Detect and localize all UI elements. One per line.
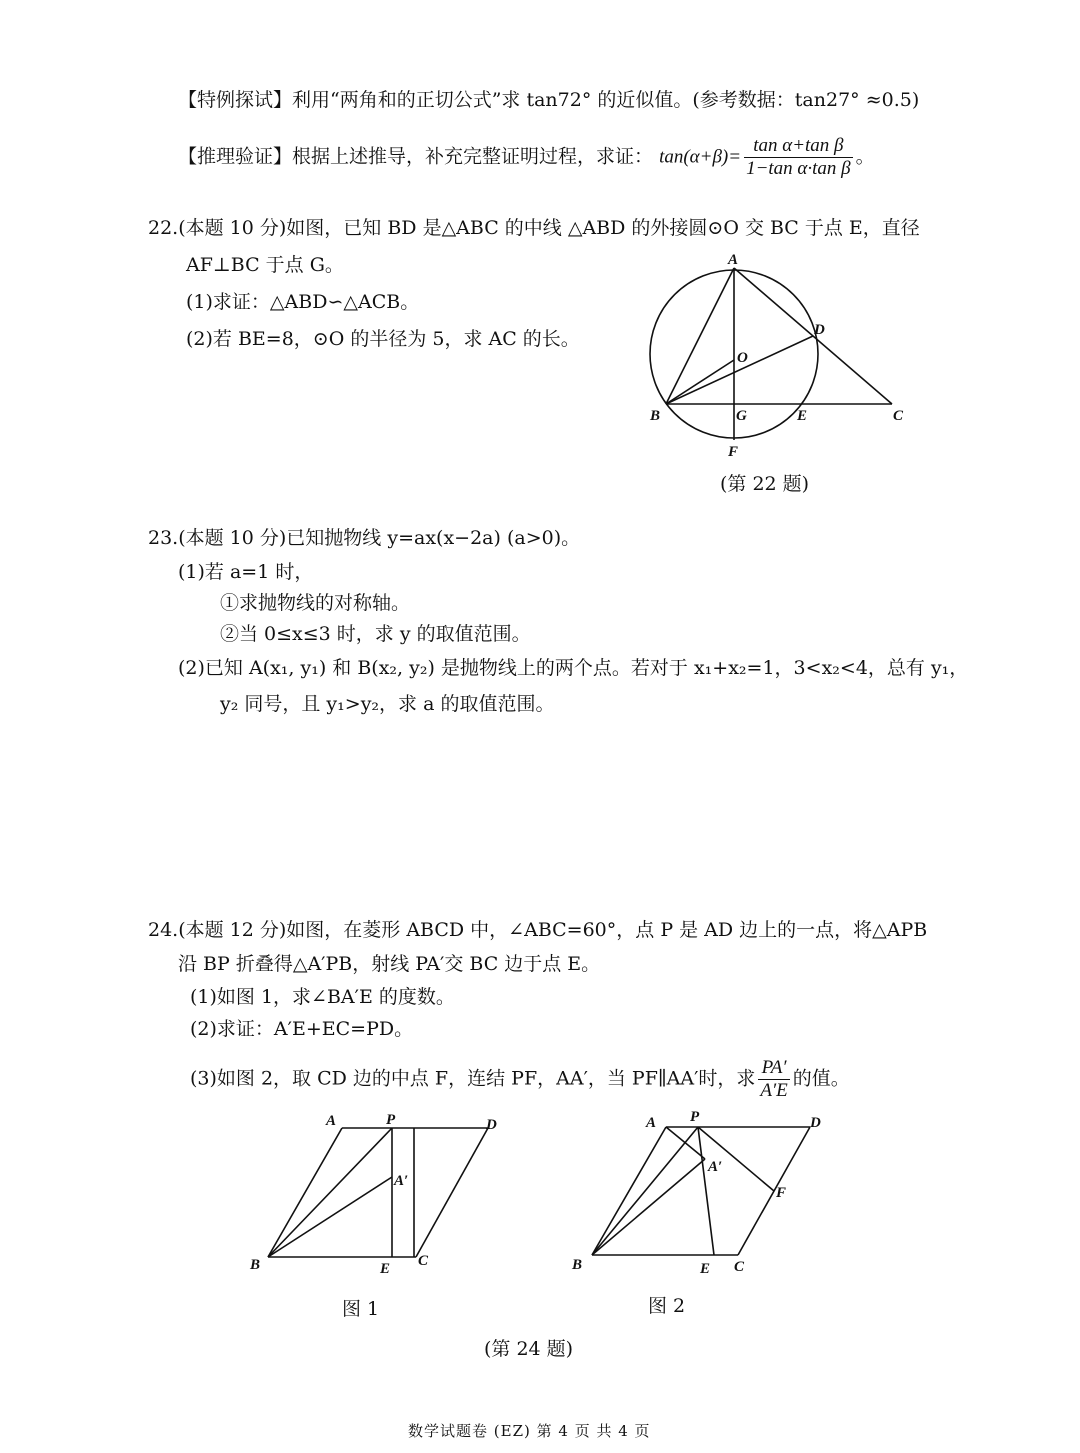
q22-figure [630, 250, 920, 460]
q24-part3-end: 的值。 [792, 1067, 850, 1090]
q21-fraction-numerator: tan α+tan β [744, 135, 853, 158]
q24-figure-1 [240, 1105, 520, 1285]
q24f2-label-a: A [646, 1115, 657, 1131]
q22-median-bd [666, 336, 813, 404]
q24f2-label-f: F [776, 1185, 787, 1201]
q24f2-label-a-prime: A′ [708, 1159, 723, 1175]
q21-line-special-case: 【特例探试】利用“两角和的正切公式”求 tan72° 的近似值。(参考数据：tan27° ≈0.5) [178, 89, 920, 111]
q24f1-label-e: E [380, 1261, 391, 1277]
q22-label-b: B [650, 408, 661, 424]
q24f2-segment-ba2 [592, 1159, 705, 1255]
q22-label-a: A [728, 252, 739, 268]
q24-statement-line2: 沿 BP 折叠得△A′PB，射线 PA′交 BC 边于点 E。 [178, 953, 601, 975]
q22-statement-line1: 22.(本题 10 分)如图，已知 BD 是△ABC 的中线 △ABD 的外接圆⊙O 交 BC 于点 E，直径 [148, 217, 920, 239]
q23-part2-line2: y₂ 同号，且 y₁>y₂，求 a 的取值范围。 [220, 693, 555, 715]
q21-proof-end: 。 [855, 145, 875, 168]
q24f2-label-c: C [734, 1259, 745, 1275]
q24f2-label-e: E [700, 1261, 711, 1277]
q24-part1: (1)如图 1，求∠BA′E 的度数。 [190, 986, 455, 1008]
q24f1-label-a: A [326, 1113, 337, 1129]
q24-fraction-numerator: PA′ [758, 1057, 789, 1080]
q24f1-label-p: P [386, 1112, 396, 1128]
q24f1-label-a-prime: A′ [394, 1173, 409, 1189]
q24f2-label-p: P [690, 1109, 700, 1125]
q24f1-label-d: D [486, 1117, 497, 1133]
q24f1-label-b: B [250, 1257, 261, 1273]
q24-part2: (2)求证：A′E+EC=PD。 [190, 1018, 414, 1040]
q23-part1: (1)若 a=1 时， [178, 561, 314, 583]
q21-fraction [744, 135, 853, 180]
q22-part2: (2)若 BE=8，⊙O 的半径为 5，求 AC 的长。 [186, 328, 580, 350]
q24-part3 [190, 1057, 850, 1102]
q22-label-f: F [728, 444, 739, 460]
q24-fraction-denominator: A′E [760, 1080, 788, 1101]
q22-label-g: G [736, 408, 747, 424]
q21-line-proof [178, 135, 875, 180]
q23-part2-line1: (2)已知 A(x₁, y₁) 和 B(x₂, y₂) 是抛物线上的两个点。若对于 x₁+x₂=1，3<x₂<4，总有 y₁， [178, 657, 969, 679]
q23-part1-sub1: ①求抛物线的对称轴。 [220, 592, 411, 614]
q23-statement: 23.(本题 10 分)已知抛物线 y=ax(x−2a) (a>0)。 [148, 527, 581, 549]
q24f1-label-c: C [418, 1253, 429, 1269]
q24-caption: (第 24 题) [484, 1338, 574, 1360]
q24f1-segment-ba2 [268, 1177, 392, 1257]
q24f2-segment-bp [592, 1127, 698, 1255]
q24f2-label-d: D [810, 1115, 821, 1131]
q22-part1: (1)求证：△ABD∽△ACB。 [186, 291, 420, 313]
q21-fraction-denominator: 1−tan α·tan β [746, 158, 851, 179]
q24-figure-1-caption: 图 1 [342, 1298, 380, 1320]
q24-figure-2 [560, 1103, 840, 1283]
q22-label-c: C [893, 408, 904, 424]
q24f1-side-cd [416, 1128, 488, 1257]
q21-proof-lhs: tan(α+β)= [659, 146, 742, 168]
q22-label-d: D [814, 322, 825, 338]
q24f2-side-ab [592, 1127, 666, 1255]
q22-label-o: O [737, 350, 748, 366]
page-footer: 数学试题卷 (EZ) 第 4 页 共 4 页 [408, 1422, 651, 1440]
q22-caption: (第 22 题) [720, 473, 810, 495]
q23-part1-sub2: ②当 0≤x≤3 时，求 y 的取值范围。 [220, 623, 531, 645]
q22-side-ab [666, 268, 734, 404]
q24f2-label-b: B [572, 1257, 583, 1273]
q24-figure-2-caption: 图 2 [648, 1295, 686, 1317]
q24-fraction [758, 1057, 789, 1102]
q21-proof-text: 【推理验证】根据上述推导，补充完整证明过程，求证： [178, 145, 654, 168]
q24-part3-text: (3)如图 2，取 CD 边的中点 F，连结 PF，AA′，当 PF∥AA′时，求 [190, 1067, 756, 1090]
q24-statement-line1: 24.(本题 12 分)如图，在菱形 ABCD 中，∠ABC=60°，点 P 是 AD 边上的一点，将△APB [148, 919, 928, 941]
q22-label-e: E [797, 408, 808, 424]
q22-statement-line2: AF⊥BC 于点 G。 [186, 254, 344, 276]
q24f2-segment-pe [698, 1127, 714, 1255]
